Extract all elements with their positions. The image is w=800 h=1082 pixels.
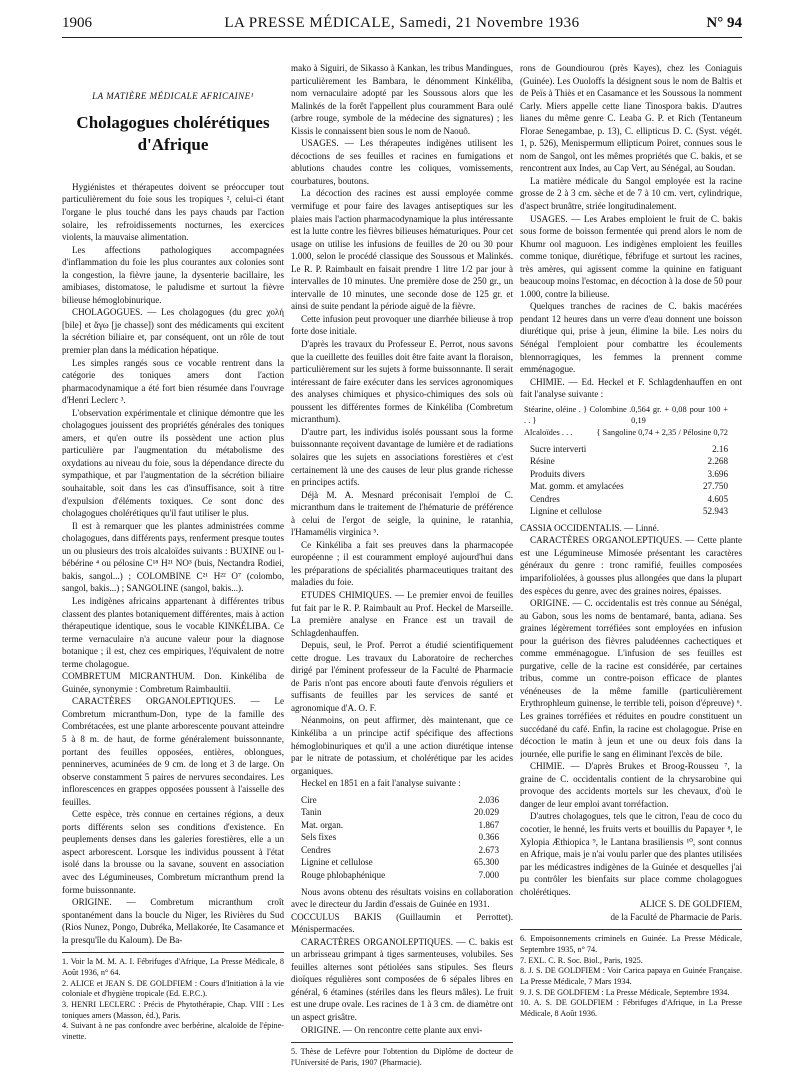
formula-value: { Sangoline 0,74 + 2,35 / Pélosine 0,72 (596, 427, 728, 437)
paragraph: La matière médicale du Sangol employée est la racine grosse de 2 à 3 cm. sèche et de 7 à 10 cm. vert, cylindrique, d'aspect brunâtre, striée longitudinalement. (520, 175, 742, 212)
analysis-table-heckel (301, 794, 513, 882)
row-value: 7.000 (478, 870, 499, 880)
paragraph: rons de Goundiourou (près Kayes), chez les Coniaguis (Guinée). Les Ouoloffs la désignent sous le nom de Baltis et de Peïs à Thiès et en Casamance et les Soussous la nomment Carly. Miers appelle cette liane Tinospora bakis. D'autres lianes du même genre C. Leaba G. P. et Rich (Tentaneum Florae Senegambae, p. 13), C. ellipticus D. C. (Syst. végét. 1, p. 526), Menispermum ellipticum Poiret, connues sous le nom de Sangol, ont les mêmes propriétés que C. bakis, et se rencontrent aux Indes, au Cap Vert, au Sénégal, au Soudan. (520, 63, 742, 174)
column-3 (520, 62, 742, 1072)
row-label: Sels fixes (301, 832, 337, 843)
paragraph: Nous avons obtenu des résultats voisins en collaboration avec le directeur du Jardin d'essais de Guinée en 1931. (291, 886, 513, 910)
page-number: 1906 (62, 15, 92, 31)
row-value: 27.750 (702, 481, 728, 492)
table-row (530, 493, 742, 506)
paragraph: Heckel en 1851 en a fait l'analyse suivante : (301, 778, 461, 789)
row-label: Cendres (301, 844, 331, 855)
paragraph: USAGES. — Les thérapeutes indigènes utilisent les décoctions de ses feuilles et racines en fumigations et ablutions chaudes contre les coliques, vomissements, courbatures, boutons. (291, 138, 513, 186)
row-value: 2.16 (712, 443, 728, 454)
paragraph: La décoction des racines est aussi employée comme vermifuge et pour faire des lavages antiseptiques sur les plaies mais l'action pharmacodynamique la plus intéressante est la lutte contre les fièvres bilieuses hématuriques. Pour cet usage on utilise les infusions de feuilles de 20 ou 30 pour 1.000, selon le procédé classique des Soussous et Malinkés. Le R. P. Raimbault en faisait prendre 1 litre 1/2 par jour à intervalles de 10 minutes. Une première dose de 250 gr., un intervalle de 10 minutes, une seconde dose de 125 gr. et ainsi de suite pendant la période aiguë de la fièvre. (291, 188, 513, 312)
paragraph: ORIGINE. — Combretum micranthum croît spontanément dans la boucle du Niger, les Rivières du Sud (Rios Nunez, Pongo, Dubréka, Mellakorée, Ite Casamance et la presqu'île du Kaloum). De Ba- (62, 897, 284, 945)
footnote-separator (291, 1042, 513, 1043)
table-row (301, 844, 513, 857)
paragraph: Quelques tranches de racines de C. bakis macérées pendant 12 heures dans un verre d'eau donnent une boisson diurétique qui, prise à jeun, élimine la bile. Les noirs du Sénégal l'emploient pour combattre les écoulements blennorragiques, les femmes la prennent comme emménagogue. (520, 301, 742, 375)
analysis-formula (524, 404, 742, 439)
footnote: 3. HENRI LECLERC : Précis de Phytothérapie, Chap. VIII : Les toniques amers (Masson, éd.), Paris. (62, 999, 284, 1020)
paragraph: Depuis, seul, le Prof. Perrot a étudié scientifiquement cette drogue. Les travaux du Laboratoire de recherches dirigé par l'éminent professeur de la Faculté de Pharmacie de Paris n'ont pas encore abouti faute d'envois réguliers et suffisants de feuilles par les services de santé et agronomique d'A. O. F. (291, 640, 513, 713)
paragraph: Néanmoins, on peut affirmer, dès maintenant, que ce Kinkéliba a un principe actif spécifique des affections hémoglobinuriques et qu'il a une action diurétique intense par le nitrate de potassium, et cholérétique par les acides organiques. (291, 715, 513, 776)
footnote: 9. J. S. DE GOLDFIEM : La Presse Médicale, Septembre 1934. (520, 987, 730, 997)
paragraph: Déjà M. A. Mesnard préconisait l'emploi de C. micranthum dans le traitement de l'hématurie de préférence à celui de l'ergot de seigle, la quinine, le ratanhia, l'Hamamélis virginica ⁵. (291, 489, 513, 538)
paragraph: ORIGINE. — C. occidentalis est très connue au Sénégal, au Gabon, sous les noms de bentamaré, banta, adiana. Ses graines légèrement torréfiées sont employées en infusion pour la guérison des fièvres paludéennes cachectiques et comme emménagogue. L'infusion de ses feuilles est purgative, celle de la racine est considérée, par certaines tribus, comme un contre-poison efficace de plantes vénéneuses de la même famille (particulièrement Erythrophleum guinense, le terrible teli, poison d'épreuve) ⁶. Les graines torréfiées et réduites en poudre constituent un succédané du café. Enfin, la racine est cholagogue. Prise en décoction le matin à jeun et une ou deux fois dans la journée, elle purifie le sang en éliminant l'excès de bile. (520, 598, 742, 759)
footnote: 10. A. S. DE GOLDFIEM : Fébrifuges d'Afrique, in La Presse Médicale, 8 Août 1936. (520, 998, 742, 1018)
paragraph: CARACTÈRES ORGANOLEPTIQUES. — Cette plante est une Légumineuse Mimosée présentant les caractères généraux du genre : tronc ramifié, feuilles composées imparifoliolées, à gousses plus allongées que dans la plupart des espèces du genre, avec des graines noires, épaisses. (520, 535, 742, 596)
footnote: 8. J. S. DE GOLDFIEM : Voir Carica papaya en Guinée Française. La Presse Médicale, 7 Mars 1934. (520, 966, 742, 986)
footnote: 5. Thèse de Lefèvre pour l'obtention du Diplôme de docteur de l'Université de Paris, 1907 (Pharmacie). (291, 1047, 513, 1067)
footnote-separator (520, 929, 742, 930)
row-label: Mat. organ. (301, 819, 344, 830)
row-value: 2.673 (478, 844, 499, 855)
formula-label: Alcaloïdes . . . (524, 427, 573, 437)
footnote: 4. Suivant à ne pas confondre avec berbérine, alcaloïde de l'épine-vinette. (62, 1021, 284, 1041)
paragraph: Il est à remarquer que les plantes administrées comme cholagogues, dans différents pays, renferment presque toutes un ou plusieurs des trois alcaloïdes suivants : BUXINE ou l-bébérine ⁴ ou pélosine C¹⁸ H²¹ NO³ (buis, Nectandra Rodiei, bakis, sangol...) ; COLOMBINE C²¹ H²² O⁷ (colombo, sangol, bakis...) ; SANGOLINE (sangol, bakis...). (62, 520, 284, 594)
table-row (530, 443, 742, 456)
table-row (530, 480, 742, 493)
row-label: Sucre interverti (530, 443, 587, 454)
table-row (530, 468, 742, 481)
article-title: Cholagogues cholérétiques d'Afrique (76, 113, 270, 154)
row-label: Lignine et cellulose (301, 857, 373, 868)
paragraph: ORIGINE. — On rencontre cette plante aux envi- (301, 1024, 483, 1035)
footnote: 6. Empoisonnements criminels en Guinée. La Presse Médicale, Septembre 1935, n° 74. (520, 934, 742, 954)
row-label: Lignine et cellulose (530, 506, 602, 517)
footnote-separator (62, 952, 284, 953)
section-heading-cocculus: COCCULUS BAKIS (Guillaumin et Perrottet). Ménispermacées. (291, 911, 513, 935)
paragraph: CHIMIE. — Ed. Heckel et F. Schlagdenhauffen en ont fait l'analyse suivante : (520, 376, 742, 400)
table-row (530, 455, 742, 468)
row-value: 2.036 (478, 794, 499, 805)
row-label: Résine (530, 456, 555, 467)
footnote: 7. EXL. C. R. Soc. Biol., Paris, 1925. (520, 955, 643, 965)
paragraph: mako à Siguiri, de Sikasso à Kankan, les tribus Mandingues, particulièrement les Bambara, le dénomment Kinkéliba, nom vernaculaire adopté par les Soussous alors que les Malinkés de la forêt l'appellent plus couramment Bara oulé (arbre rouge, symbole de la médecine des signatures) ; les Kissis le connaissent bien sous le nom de Naouô. (291, 63, 513, 136)
issue-number: N° 94 (706, 15, 742, 31)
formula-value: 0,564 gr. + 0,08 pour 100 + 0,19 (631, 404, 728, 426)
paragraph: L'observation expérimentale et clinique démontre que les cholagogues jouissent des propriétés générales des toniques amers, et qu'en outre ils possèdent une action plus particulière par l'augmentation du métabolisme des oxydations au niveau du foie, sous la dépendance directe du sympathique, et par l'augmentation de la sécrétion biliaire souhaitable, soit dans les cas d'insuffisance, soit à titre d'expulsion d'éléments toxiques. Ce sont donc des cholagogues cholérétiques qu'il faut utiliser le plus. (62, 407, 284, 519)
table-row (301, 806, 513, 819)
formula-row (524, 427, 742, 439)
table-row (301, 856, 513, 869)
table-row (301, 819, 513, 832)
paragraph: CARACTÈRES ORGANOLEPTIQUES. — Le Combretum micranthum-Don, type de la famille des Combrétacées, est une plante arborescente pouvant atteindre 5 à 8 m. de haut, de forme généralement buissonnante, portant des feuilles opposées, entières, oblongues, penninerves, acuminées de 9 cm. de long et 3 de large. On observe constamment 5 paires de nervures secondaires. Les inflorescences en grappes opposées poussent à l'aisselle des feuilles. (62, 696, 284, 807)
paragraph: D'autres cholagogues, tels que le citron, l'eau de coco du cocotier, le henné, les fruits verts et bouillis du Papayer ⁸, le Xylopia Æthiopica ⁹, le Lantana brasiliensis ¹⁰, sont connus en Afrique, mais je n'ai voulu parler que des plantes utilisées par les médicastres indigènes de la Guinée et desquelles j'ai pu contrôler les bienfaits sur place comme cholagogues cholérétiques. (520, 811, 742, 897)
row-label: Mat. gomm. et amylacées (530, 481, 624, 492)
section-heading-cassia: CASSIA OCCIDENTALIS. — Linné. (520, 522, 659, 533)
paragraph: Hygiénistes et thérapeutes doivent se préoccuper tout particulièrement du foie sous les tropiques ², celui-ci étant l'organe le plus touché dans les pays chauds par l'action solaire, les refroidissements nocturnes, les exercices violents, la mauvaise alimentation. (62, 181, 284, 243)
row-label: Tanin (301, 807, 322, 818)
row-label: Produits divers (530, 468, 585, 479)
row-value: 20.029 (473, 807, 499, 818)
paragraph: CARACTÈRES ORGANOLEPTIQUES. — C. bakis est un arbrisseau grimpant à tiges sarmenteuses, volubiles. Ses feuilles alternes sont pétiolées sans stipules. Ses fleurs dioïques régulières sont composées de 6 sépales libres en général, 6 étamines (stériles dans les fleurs mâles). Le fruit est une drupe ovale. Les racines de 1 à 3 cm. de diamètre ont un aspect grisâtre. (291, 936, 513, 1023)
paragraph: Cette infusion peut provoquer une diarrhée bilieuse à trop forte dose initiale. (291, 313, 513, 337)
footnote: 1. Voir la M. M. A. I. Fébrifuges d'Afrique, La Presse Médicale, 8 Août 1936, n° 64. (62, 957, 284, 977)
paragraph: CHIMIE. — D'après Brukes et Broog-Rousseu ⁷, la graine de C. occidentalis contient de la chrysarobine qui provoque des accidents mortels sur les chevaux, d'où le danger de leur emploi avant torréfaction. (520, 761, 742, 809)
table-row (301, 794, 513, 807)
row-label: Cire (301, 794, 317, 805)
row-value: 2.268 (707, 456, 728, 467)
paragraph: CHOLAGOGUES. — Les cholagogues (du grec χολή [bile] et ἄγω [je chasse]) sont des médicaments qui excitent la sécrétion biliaire et, par conséquent, ont un rôle de tout premier plan dans la médication hépatique. (62, 307, 284, 356)
page-header (62, 15, 742, 38)
row-value: 65.300 (473, 857, 499, 868)
column-2 (291, 62, 513, 1072)
paragraph: D'après les travaux du Professeur E. Perrot, nous savons que la cueillette des feuilles doit être faite avant la floraison, particulièrement sur les sujets à forme buissonnante. Il serait intéressant de faire exécuter dans les services agronomiques des analyses chimiques et physico-chimiques des sols où poussent les différentes formes de Kinkéliba (Combretum micranthum). (291, 339, 513, 425)
row-value: 4.605 (707, 493, 728, 504)
paragraph: D'autre part, les individus isolés poussant sous la forme buissonnante reçoivent davantage de lumière et de radiations solaires que les sujets en associations forestières et c'est certainement là une des causes de leur plus grande richesse en principes actifs. (291, 426, 513, 488)
row-value: 1.867 (478, 819, 499, 830)
section-heading-combretum: COMBRETUM MICRANTHUM. Don. Kinkéliba de Guinée, synonymie : Combretum Raimbaultii. (62, 671, 284, 694)
author-name: ALICE S. DE GOLDFIEM, (639, 899, 742, 910)
paragraph: Les affections pathologiques accompagnées d'inflammation du foie les plus courantes aux colonies sont la congestion, la fièvre jaune, la dysenterie bacillaire, les amibiases, distomatose, le paludisme et surtout la fièvre bilieuse hémoglobinurique. (62, 244, 284, 305)
row-label: Cendres (530, 493, 560, 504)
table-row (301, 831, 513, 844)
row-value: 52.943 (702, 506, 728, 517)
analysis-table-bakis (530, 443, 742, 518)
row-value: 3.696 (707, 468, 728, 479)
paragraph: Les simples rangés sous ce vocable rentrent dans la catégorie des toniques amers dont l'action pharmacodynamique a été fort bien résumée dans l'ouvrage d'Henri Leclerc ³. (62, 357, 284, 406)
row-value: 0.366 (478, 832, 499, 843)
paragraph: Cette espèce, très connue en certaines régions, a deux ports différents selon ses conditions d'existence. En peuplements denses dans les galeries forestières, elle a un aspect arborescent. Lorsque les individus poussent à l'état isolé dans la brousse ou la savane, souvent en association avec des Légumineuses, Combretum micranthum prend la forme buissonnante. (62, 809, 284, 895)
table-row (530, 505, 742, 518)
table-row (301, 869, 513, 882)
footnote: 2. ALICE et JEAN S. DE GOLDFIEM : Cours d'Initiation à la vie coloniale et d'hygiène tropicale (Ed. E.P.C.). (62, 978, 284, 999)
formula-label: Stéarine, oléine . } Colombine . . . } (524, 404, 632, 426)
formula-row (524, 404, 742, 427)
author-affiliation: de la Faculté de Pharmacie de Paris. (610, 911, 742, 922)
paragraph: ETUDES CHIMIQUES. — Le premier envoi de feuilles fut fait par le R. P. Raimbault au Prof. Heckel de Marseille. La première analyse en France est un travail de Schlagdenhauffen. (291, 589, 513, 638)
paragraph: Les indigènes africains appartenant à différentes tribus classent des plantes botaniquement différentes, mais à action thérapeutique identique, sous le vocable KINKÉLIBA. Ce terme vernaculaire n'a aucune valeur pour la diagnose botanique ; il est, chez ces empiriques, l'équivalent de notre terme cholagogue. (62, 595, 284, 669)
journal-title-date: LA PRESSE MÉDICALE, Samedi, 21 Novembre 1936 (224, 15, 580, 31)
column-1 (62, 62, 284, 1072)
paragraph: Ce Kinkéliba a fait ses preuves dans la pharmacopée européenne ; il est couramment employé aujourd'hui dans les préparations de spécialités pharmaceutiques traitant des maladies du foie. (291, 539, 513, 588)
paragraph: USAGES. — Les Arabes emploient le fruit de C. bakis sous forme de boisson fermentée qui prend alors le nom de Khumr ool maguoon. Les indigènes emploient les feuilles comme tonique, diurétique, fébrifuge et surtout les racines, très amères, qui agissent comme la quinine en fatiguant beaucoup moins l'estomac, en décoction à la dose de 50 pour 1.000, contre la bilieuse. (520, 213, 742, 299)
article-kicker: LA MATIÈRE MÉDICALE AFRICAINE¹ (92, 91, 254, 101)
row-label: Rouge phlobaphénique (301, 870, 386, 880)
